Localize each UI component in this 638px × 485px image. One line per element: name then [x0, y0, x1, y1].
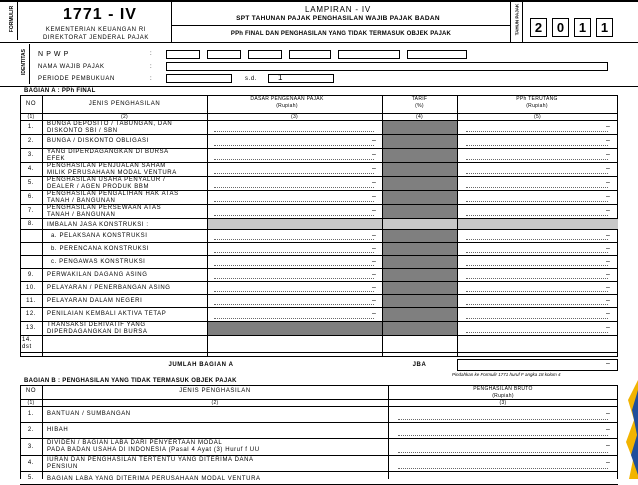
row-label: BUNGA / DISKONTO OBLIGASI — [47, 138, 149, 144]
b-colnum-3: (3) — [499, 399, 507, 406]
jba-label: JBA — [412, 361, 427, 368]
taxpayer-name-field[interactable] — [166, 62, 608, 71]
dasar-entry-line[interactable] — [214, 318, 374, 319]
pph-entry-line[interactable] — [466, 215, 608, 216]
row-rule — [20, 455, 618, 456]
npwp-colon: : — [150, 51, 153, 57]
npwp-box-5[interactable] — [338, 50, 400, 59]
row-rule — [20, 294, 618, 295]
b-col-jenis-header: JENIS PENGHASILAN — [179, 388, 251, 394]
pph-value: – — [606, 123, 610, 130]
pph-entry-line[interactable] — [466, 159, 608, 160]
dasar-value: – — [372, 284, 376, 291]
row-rule — [20, 335, 618, 336]
row-shade — [207, 219, 618, 229]
form-subtitle: PPh FINAL DAN PENGHASILAN YANG TIDAK TERMASUK OBJEK PAJAK — [230, 31, 452, 37]
bruto-value: – — [606, 426, 610, 433]
row-shade — [382, 163, 457, 176]
bruto-entry-line[interactable] — [398, 468, 608, 469]
col-no-header: NO — [25, 100, 37, 107]
npwp-label: N P W P — [38, 51, 69, 58]
pph-entry-line[interactable] — [466, 278, 608, 279]
row-shade — [382, 282, 457, 294]
pph-value: – — [606, 151, 610, 158]
identity-side-box — [18, 44, 30, 84]
npwp-box-2[interactable] — [207, 50, 241, 59]
dasar-value: – — [372, 151, 376, 158]
form-number: 1771 - IV — [63, 6, 137, 23]
directorate-label: DIREKTORAT JENDERAL PAJAK — [42, 35, 150, 41]
row-number: 5. — [27, 180, 35, 186]
pph-entry-line[interactable] — [466, 265, 608, 266]
row-number: 7. — [27, 208, 35, 214]
row-shade — [207, 322, 457, 335]
name-colon: : — [150, 64, 153, 70]
row-shade — [382, 177, 457, 190]
section-a-title: BAGIAN A : PPh FINAL — [24, 88, 96, 94]
pph-entry-line[interactable] — [466, 187, 608, 188]
dasar-value: – — [372, 245, 376, 252]
period-label: PERIODE PEMBUKUAN — [38, 76, 115, 82]
colnum-3: (3) — [290, 113, 298, 120]
dasar-value: – — [372, 179, 376, 186]
period-colon: : — [150, 76, 153, 82]
total-a-value: – — [606, 360, 610, 367]
row-number: 5. — [27, 474, 35, 481]
pph-value: – — [606, 245, 610, 252]
row-number-suffix: dst — [22, 344, 32, 350]
dasar-value: – — [372, 271, 376, 278]
pph-value: – — [606, 284, 610, 291]
colnum-5: (5) — [533, 113, 541, 120]
bruto-entry-line[interactable] — [398, 452, 608, 453]
pph-value: – — [606, 324, 610, 331]
pph-value: – — [606, 179, 610, 186]
row-label: PENGHASILAN USAHA PENYALUR / DEALER / AGEN PRODUK BBM — [47, 177, 166, 190]
row-shade — [382, 243, 457, 255]
pph-entry-line[interactable] — [466, 332, 608, 333]
row-label: BUNGA DEPOSITO / TABUNGAN, DAN DISKONTO SBI / SBN — [47, 121, 173, 134]
dasar-entry-line[interactable] — [214, 187, 374, 188]
row-number — [20, 256, 42, 268]
lampiran-title: LAMPIRAN - IV — [305, 5, 371, 14]
row-rule — [20, 438, 618, 439]
row-number: 6. — [27, 194, 35, 200]
colnum-2: (2) — [120, 113, 128, 120]
column-rule — [457, 95, 458, 357]
bruto-value: – — [606, 410, 610, 417]
row-rule — [20, 422, 618, 423]
row-shade — [382, 135, 457, 148]
column-rule — [388, 385, 389, 479]
row-label: PENGHASILAN PERSEWAAN ATAS TANAH / BANGUNAN — [47, 205, 162, 218]
pph-entry-line[interactable] — [466, 318, 608, 319]
year-digit-3[interactable]: 1 — [574, 18, 591, 37]
column-rule — [382, 95, 383, 357]
dasar-value: – — [372, 165, 376, 172]
period-from-field[interactable] — [166, 74, 232, 83]
row-rule — [20, 268, 618, 269]
pph-entry-line[interactable] — [466, 252, 608, 253]
b-col-bruto-header: PENGHASILAN BRUTO — [473, 386, 533, 392]
row-label: PERWAKILAN DAGANG ASING — [47, 272, 148, 278]
year-digit-2[interactable]: 0 — [552, 18, 569, 37]
row-number: 13. — [25, 325, 37, 331]
row-label: PELAYARAN DALAM NEGERI — [47, 298, 143, 304]
col-dasar-unit: (Rupiah) — [276, 103, 298, 109]
row-number: 3. — [27, 443, 35, 450]
edge-decoration — [624, 380, 638, 479]
b-colnum-2: (2) — [211, 399, 219, 406]
colnum-4: (4) — [415, 113, 423, 120]
row-label: c. PENGAWAS KONSTRUKSI — [51, 259, 146, 265]
dasar-value: – — [372, 297, 376, 304]
row-label: DIVIDEN / BAGIAN LABA DARI PENYERTAAN MODAL PADA BADAN USAHA DI INDONESIA (Pasal 4 Ayat (3) Huruf f UU — [47, 440, 260, 453]
row-label: PENILAIAN KEMBALI AKTIVA TETAP — [47, 311, 167, 317]
row-number: 9. — [27, 271, 35, 278]
row-rule — [20, 134, 618, 135]
dasar-entry-line[interactable] — [214, 252, 374, 253]
row-shade — [382, 256, 457, 268]
b-colnum-1: (1) — [27, 399, 35, 406]
row-number: 2. — [27, 138, 35, 144]
year-digit-4[interactable]: 1 — [596, 18, 613, 37]
bruto-entry-line[interactable] — [398, 435, 608, 436]
pph-entry-line[interactable] — [466, 304, 608, 305]
form-side-box — [6, 2, 18, 40]
pph-entry-line[interactable] — [466, 201, 608, 202]
pph-entry-line[interactable] — [466, 145, 608, 146]
pph-value: – — [606, 193, 610, 200]
row-label: PENGHASILAN PENGALIHAN HAK ATAS TANAH / BANGUNAN — [47, 191, 179, 204]
header-divider-3 — [522, 2, 523, 42]
bruto-entry-line[interactable] — [398, 419, 608, 420]
dasar-entry-line[interactable] — [214, 278, 374, 279]
top-rule — [0, 0, 638, 2]
total-a-label: JUMLAH BAGIAN A — [168, 361, 234, 368]
b-col-no-header: NO — [25, 388, 37, 394]
header-bottom-rule — [0, 42, 638, 43]
npwp-box-6[interactable] — [407, 50, 467, 59]
pph-entry-line[interactable] — [466, 291, 608, 292]
period-sd-label: s.d. — [245, 76, 258, 82]
row-shade — [382, 149, 457, 162]
row-label: BANTUAN / SUMBANGAN — [47, 411, 131, 417]
form-side-label: FORMULIR — [9, 5, 15, 33]
row-rule — [20, 281, 618, 282]
bruto-value: – — [606, 442, 610, 449]
year-side-box — [511, 2, 522, 42]
row-number: 3. — [27, 152, 35, 158]
dasar-entry-line[interactable] — [214, 145, 374, 146]
total-a-field[interactable] — [457, 359, 618, 371]
row-rule — [20, 471, 618, 472]
pph-value: – — [606, 165, 610, 172]
bruto-value: – — [606, 459, 610, 466]
row-number: 4. — [27, 166, 35, 172]
col-tarif-header: TARIF — [411, 96, 428, 102]
col-jenis-header: JENIS PENGHASILAN — [88, 100, 161, 107]
dasar-value: – — [372, 193, 376, 200]
row-rule — [20, 229, 618, 230]
dasar-value: – — [372, 207, 376, 214]
row-number: 12. — [25, 311, 37, 317]
npwp-box-4[interactable] — [289, 50, 331, 59]
row-number: 1. — [27, 124, 35, 130]
section-b-title: BAGIAN B : PENGHASILAN YANG TIDAK TERMASUK OBJEK PAJAK — [24, 378, 237, 384]
b-col-bruto-unit: (Rupiah) — [492, 393, 514, 399]
pph-value: – — [606, 310, 610, 317]
dasar-entry-line[interactable] — [214, 159, 374, 160]
row-number: 4. — [27, 460, 35, 466]
row-rule — [20, 352, 618, 353]
row-label: BAGIAN LABA YANG DITERIMA PERUSAHAAN MODAL VENTURA — [47, 476, 261, 482]
row-number: 8. — [27, 220, 35, 227]
dasar-entry-line[interactable] — [214, 265, 374, 266]
taxpayer-name-label: NAMA WAJIB PAJAK — [38, 64, 105, 70]
row-shade — [382, 269, 457, 281]
row-rule — [20, 255, 618, 256]
row-label: b. PERENCANA KONSTRUKSI — [51, 246, 150, 252]
ministry-label: KEMENTERIAN KEUANGAN RI — [45, 27, 147, 33]
row-label: HIBAH — [47, 427, 69, 433]
row-number — [20, 230, 42, 242]
row-shade — [382, 295, 457, 307]
row-shade — [382, 308, 457, 321]
row-number: 14. dst — [22, 337, 33, 350]
row-number: 1. — [27, 411, 35, 417]
row-label: TRANSAKSI DERIVATIF YANG DIPERDAGANGKAN DI BURSA — [47, 322, 148, 335]
row-shade — [382, 205, 457, 218]
pph-value: – — [606, 271, 610, 278]
pph-value: – — [606, 137, 610, 144]
npwp-box-3[interactable] — [248, 50, 282, 59]
row-number: 2. — [27, 427, 35, 433]
form-title: SPT TAHUNAN PAJAK PENGHASILAN WAJIB PAJAK BADAN — [236, 15, 440, 22]
column-rule — [42, 95, 43, 357]
dasar-value: – — [372, 310, 376, 317]
dasar-entry-line[interactable] — [214, 239, 374, 240]
col-pph-unit: (Rupiah) — [526, 103, 548, 109]
title-divider — [172, 25, 510, 26]
pph-entry-line[interactable] — [466, 239, 608, 240]
pph-value: – — [606, 207, 610, 214]
row-label: PENGHASILAN PENJUALAN SAHAM MILIK PERUSAHAAN MODAL VENTURA — [47, 163, 177, 176]
row-label: a. PELAKSANA KONSTRUKSI — [51, 233, 148, 239]
year-side-label: TAHUN PAJAK — [514, 3, 520, 36]
dasar-value: – — [372, 137, 376, 144]
colnum-1: (1) — [27, 113, 35, 120]
row-label: YANG DIPERDAGANGKAN DI BURSA EFEK — [47, 149, 169, 162]
dasar-entry-line[interactable] — [214, 304, 374, 305]
row-shade — [382, 230, 457, 242]
identity-side-label: IDENTITAS — [21, 48, 27, 76]
dasar-value: – — [372, 232, 376, 239]
col-tarif-unit: (%) — [415, 103, 424, 109]
dasar-entry-line[interactable] — [214, 201, 374, 202]
row-shade — [382, 191, 457, 204]
col-dasar-header: DASAR PENGENAAN PAJAK — [250, 96, 324, 102]
pph-value: – — [606, 232, 610, 239]
identity-bottom-rule — [0, 86, 638, 87]
row-number — [20, 243, 42, 255]
row-shade — [382, 121, 457, 134]
column-rule — [42, 385, 43, 479]
year-digit-1[interactable]: 2 — [530, 18, 547, 37]
dasar-entry-line[interactable] — [214, 173, 374, 174]
dasar-value: – — [372, 258, 376, 265]
b-colnum-rule — [20, 406, 618, 407]
row-number: 10. — [25, 284, 37, 291]
row-rule — [20, 307, 618, 308]
row-rule — [20, 242, 618, 243]
dasar-entry-line[interactable] — [214, 291, 374, 292]
row-number: 11. — [26, 297, 36, 304]
col-pph-header: PPh TERUTANG — [516, 96, 558, 102]
npwp-box-1[interactable] — [166, 50, 200, 59]
pph-entry-line[interactable] — [466, 173, 608, 174]
row-label: IURAN DAN PENGHASILAN TERTENTU YANG DITERIMA DANA PENSIUN — [47, 457, 254, 470]
pph-entry-line[interactable] — [466, 131, 608, 132]
dasar-entry-line[interactable] — [214, 215, 374, 216]
row-label: IMBALAN JASA KONSTRUKSI : — [47, 222, 149, 228]
pph-value: – — [606, 258, 610, 265]
dasar-entry-line[interactable] — [214, 131, 374, 132]
column-rule — [207, 95, 208, 357]
pph-value: – — [606, 297, 610, 304]
transfer-note: Pindahkan ke Formulir 1771 huruf F angka 18 kolom 4 — [452, 372, 561, 377]
period-to-value: 1 — [278, 73, 283, 82]
row-label: PELAYARAN / PENERBANGAN ASING — [47, 285, 171, 291]
